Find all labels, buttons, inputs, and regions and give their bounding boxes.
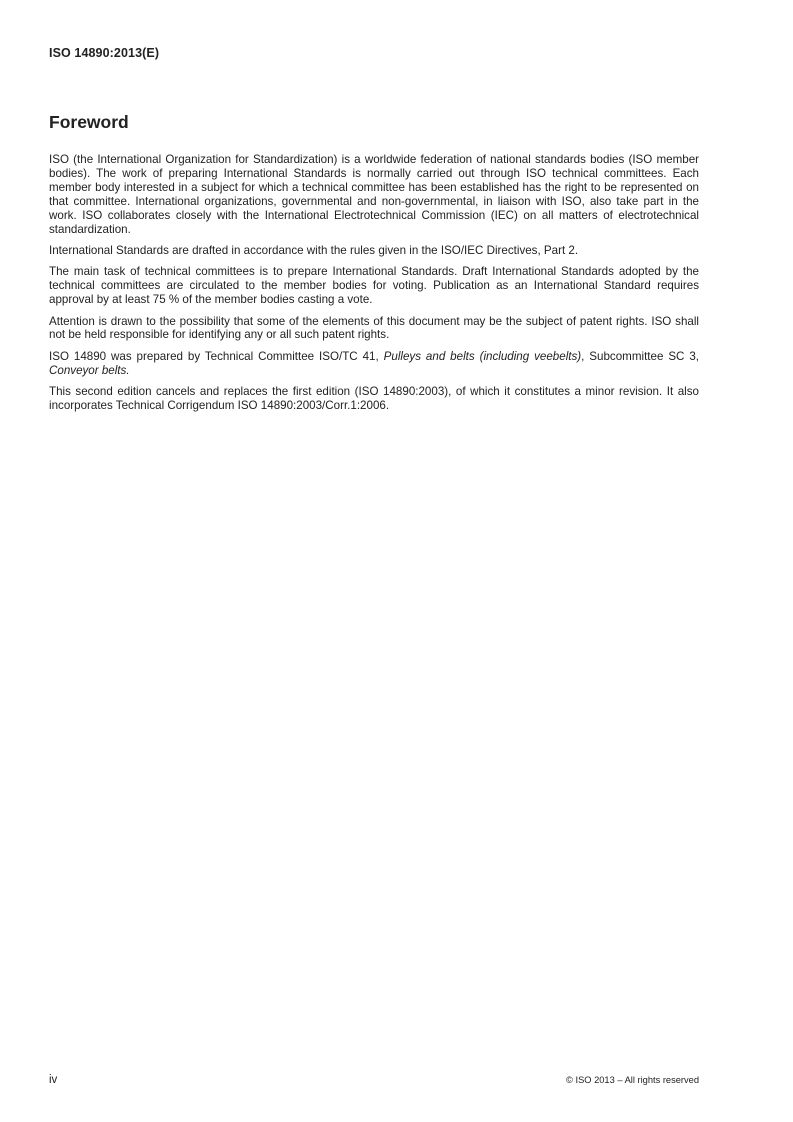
prepared-by-middle: , Subcommittee SC 3, [581,349,700,363]
subcommittee-title: Conveyor belts. [49,363,130,377]
copyright-notice: © ISO 2013 – All rights reserved [566,1075,699,1085]
foreword-body [49,153,699,421]
page-number: iv [49,1074,58,1086]
paragraph-patent-rights: Attention is drawn to the possibility that some of the elements of this document may be the subject of patent rights. ISO shall not be held responsible for identifying any or all such patent rights. [49,314,699,342]
paragraph-drafting-rules: International Standards are drafted in accordance with the rules given in the ISO/IEC Directives, Part 2. [49,243,579,257]
prepared-by-prefix: ISO 14890 was prepared by Technical Committee ISO/TC 41, [49,349,379,363]
document-identifier: ISO 14890:2013(E) [49,46,160,60]
paragraph-committee-task: The main task of technical committees is to prepare International Standards. Draft International Standards adopted by the technical committees are circulated to the member bodies for voting. Publication as an International Standard requires approval by at least 75 % of the member bodies casting a vote. [49,265,699,307]
paragraph-prepared-by [49,350,699,378]
paragraph-iso-overview: ISO (the International Organization for Standardization) is a worldwide federation of national standards bodies (ISO member bodies). The work of preparing International Standards is normally carried out through ISO technical committees. Each member body interested in a subject for which a technical committee has been established has the right to be represented on that committee. International organizations, governmental and non-governmental, in liaison with ISO, also take part in the work. ISO collaborates closely with the International Electrotechnical Commission (IEC) on all matters of electrotechnical standardization. [49,153,699,236]
committee-title: Pulleys and belts (including veebelts) [383,349,582,363]
paragraph-edition-note: This second edition cancels and replaces the first edition (ISO 14890:2003), of which it constitutes a minor revision. It also incorporates Technical Corrigendum ISO 14890:2003/Corr.1:2006. [49,385,699,413]
page-title: Foreword [49,112,129,132]
